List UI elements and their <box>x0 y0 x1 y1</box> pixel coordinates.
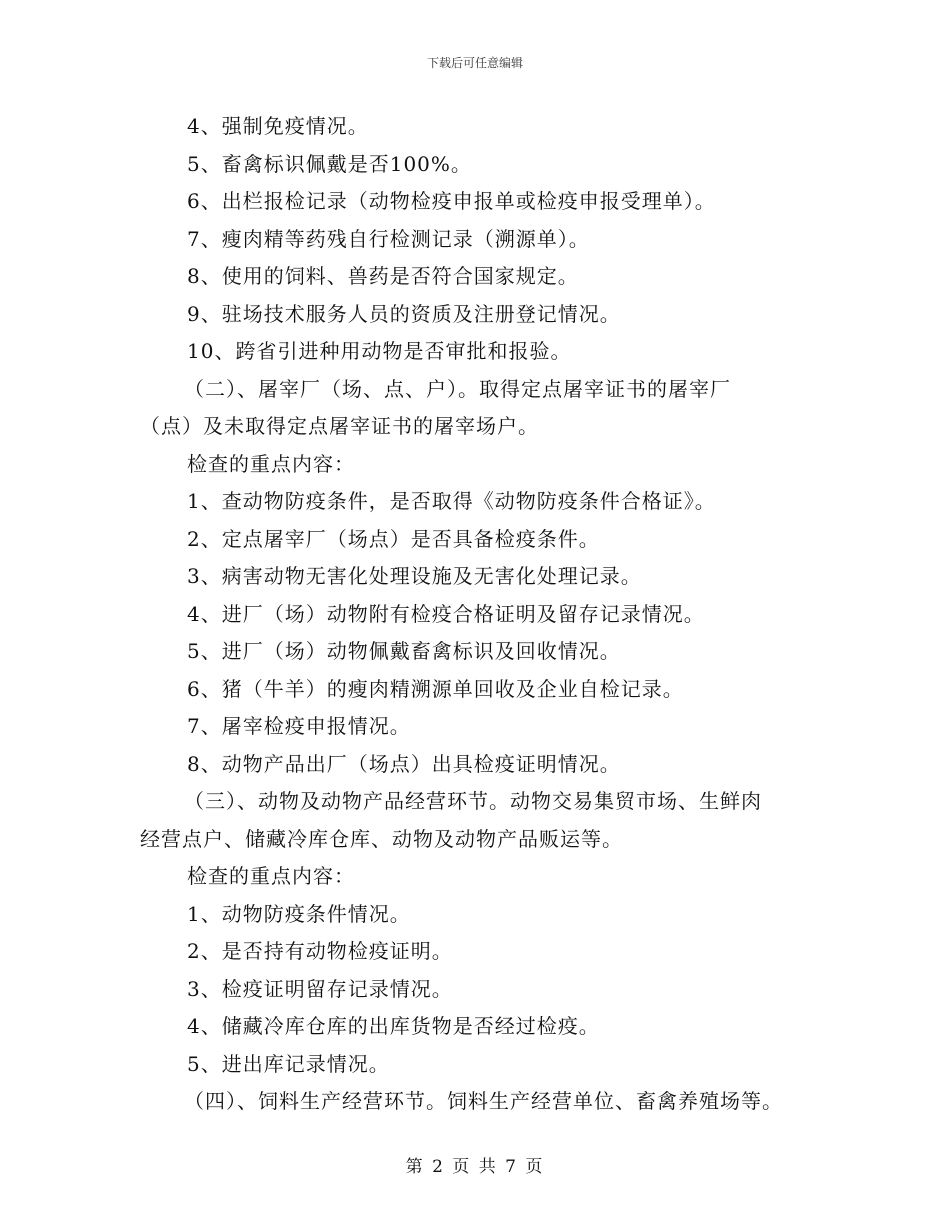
section-heading-continuation: （点）及未取得定点屠宰证书的屠宰场户。 <box>140 414 539 438</box>
list-item: 4、储藏冷库仓库的出库货物是否经过检疫。 <box>187 1014 600 1038</box>
list-item: 6、猪（牛羊）的瘦肉精溯源单回收及企业自检记录。 <box>187 676 684 701</box>
list-item: 1、查动物防疫条件，是否取得《动物防疫条件合格证》。 <box>187 489 716 513</box>
list-item: 2、定点屠宰厂（场点）是否具备检疫条件。 <box>187 526 600 551</box>
list-item: 5、畜禽标识佩戴是否100%。 <box>187 151 472 176</box>
list-item: 8、使用的饲料、兽药是否符合国家规定。 <box>187 264 579 288</box>
page-number: 第 2 页 共 7 页 <box>405 1157 545 1177</box>
list-item: 2、是否持有动物检疫证明。 <box>187 939 453 963</box>
list-item: 7、瘦肉精等药残自行检测记录（溯源单）。 <box>187 226 590 251</box>
list-item: 9、驻场技术服务人员的资质及注册登记情况。 <box>187 301 621 326</box>
subheading: 检查的重点内容： <box>187 864 355 888</box>
section-heading: （二）、屠宰厂（场、点、户）。取得定点屠宰证书的屠宰厂 <box>184 376 731 401</box>
list-item: 4、强制免疫情况。 <box>187 114 369 138</box>
section-heading: （四）、饲料生产经营环节。饲料生产经营单位、畜禽养殖场等。 <box>184 1089 783 1113</box>
section-heading-continuation: 经营点户、储藏冷库仓库、动物及动物产品贩运等。 <box>140 826 623 851</box>
list-item: 1、动物防疫条件情况。 <box>187 901 411 926</box>
list-item: 5、进出库记录情况。 <box>187 1051 390 1076</box>
list-item: 6、出栏报检记录（动物检疫申报单或检疫申报受理单）。 <box>187 189 716 213</box>
list-item: 10、跨省引进种用动物是否审批和报验。 <box>187 339 572 363</box>
list-item: 5、进厂（场）动物佩戴畜禽标识及回收情况。 <box>187 639 621 663</box>
list-item: 7、屠宰检疫申报情况。 <box>187 714 411 738</box>
section-heading: （三）、动物及动物产品经营环节。动物交易集贸市场、生鲜肉 <box>184 789 762 813</box>
document-body <box>140 108 820 1121</box>
subheading: 检查的重点内容： <box>187 451 355 476</box>
header-note: 下载后可任意编辑 <box>426 56 523 70</box>
list-item: 3、检疫证明留存记录情况。 <box>187 976 453 1001</box>
list-item: 3、病害动物无害化处理设施及无害化处理记录。 <box>187 564 642 588</box>
list-item: 8、动物产品出厂（场点）出具检疫证明情况。 <box>187 751 621 776</box>
list-item: 4、进厂（场）动物附有检疫合格证明及留存记录情况。 <box>187 601 705 626</box>
